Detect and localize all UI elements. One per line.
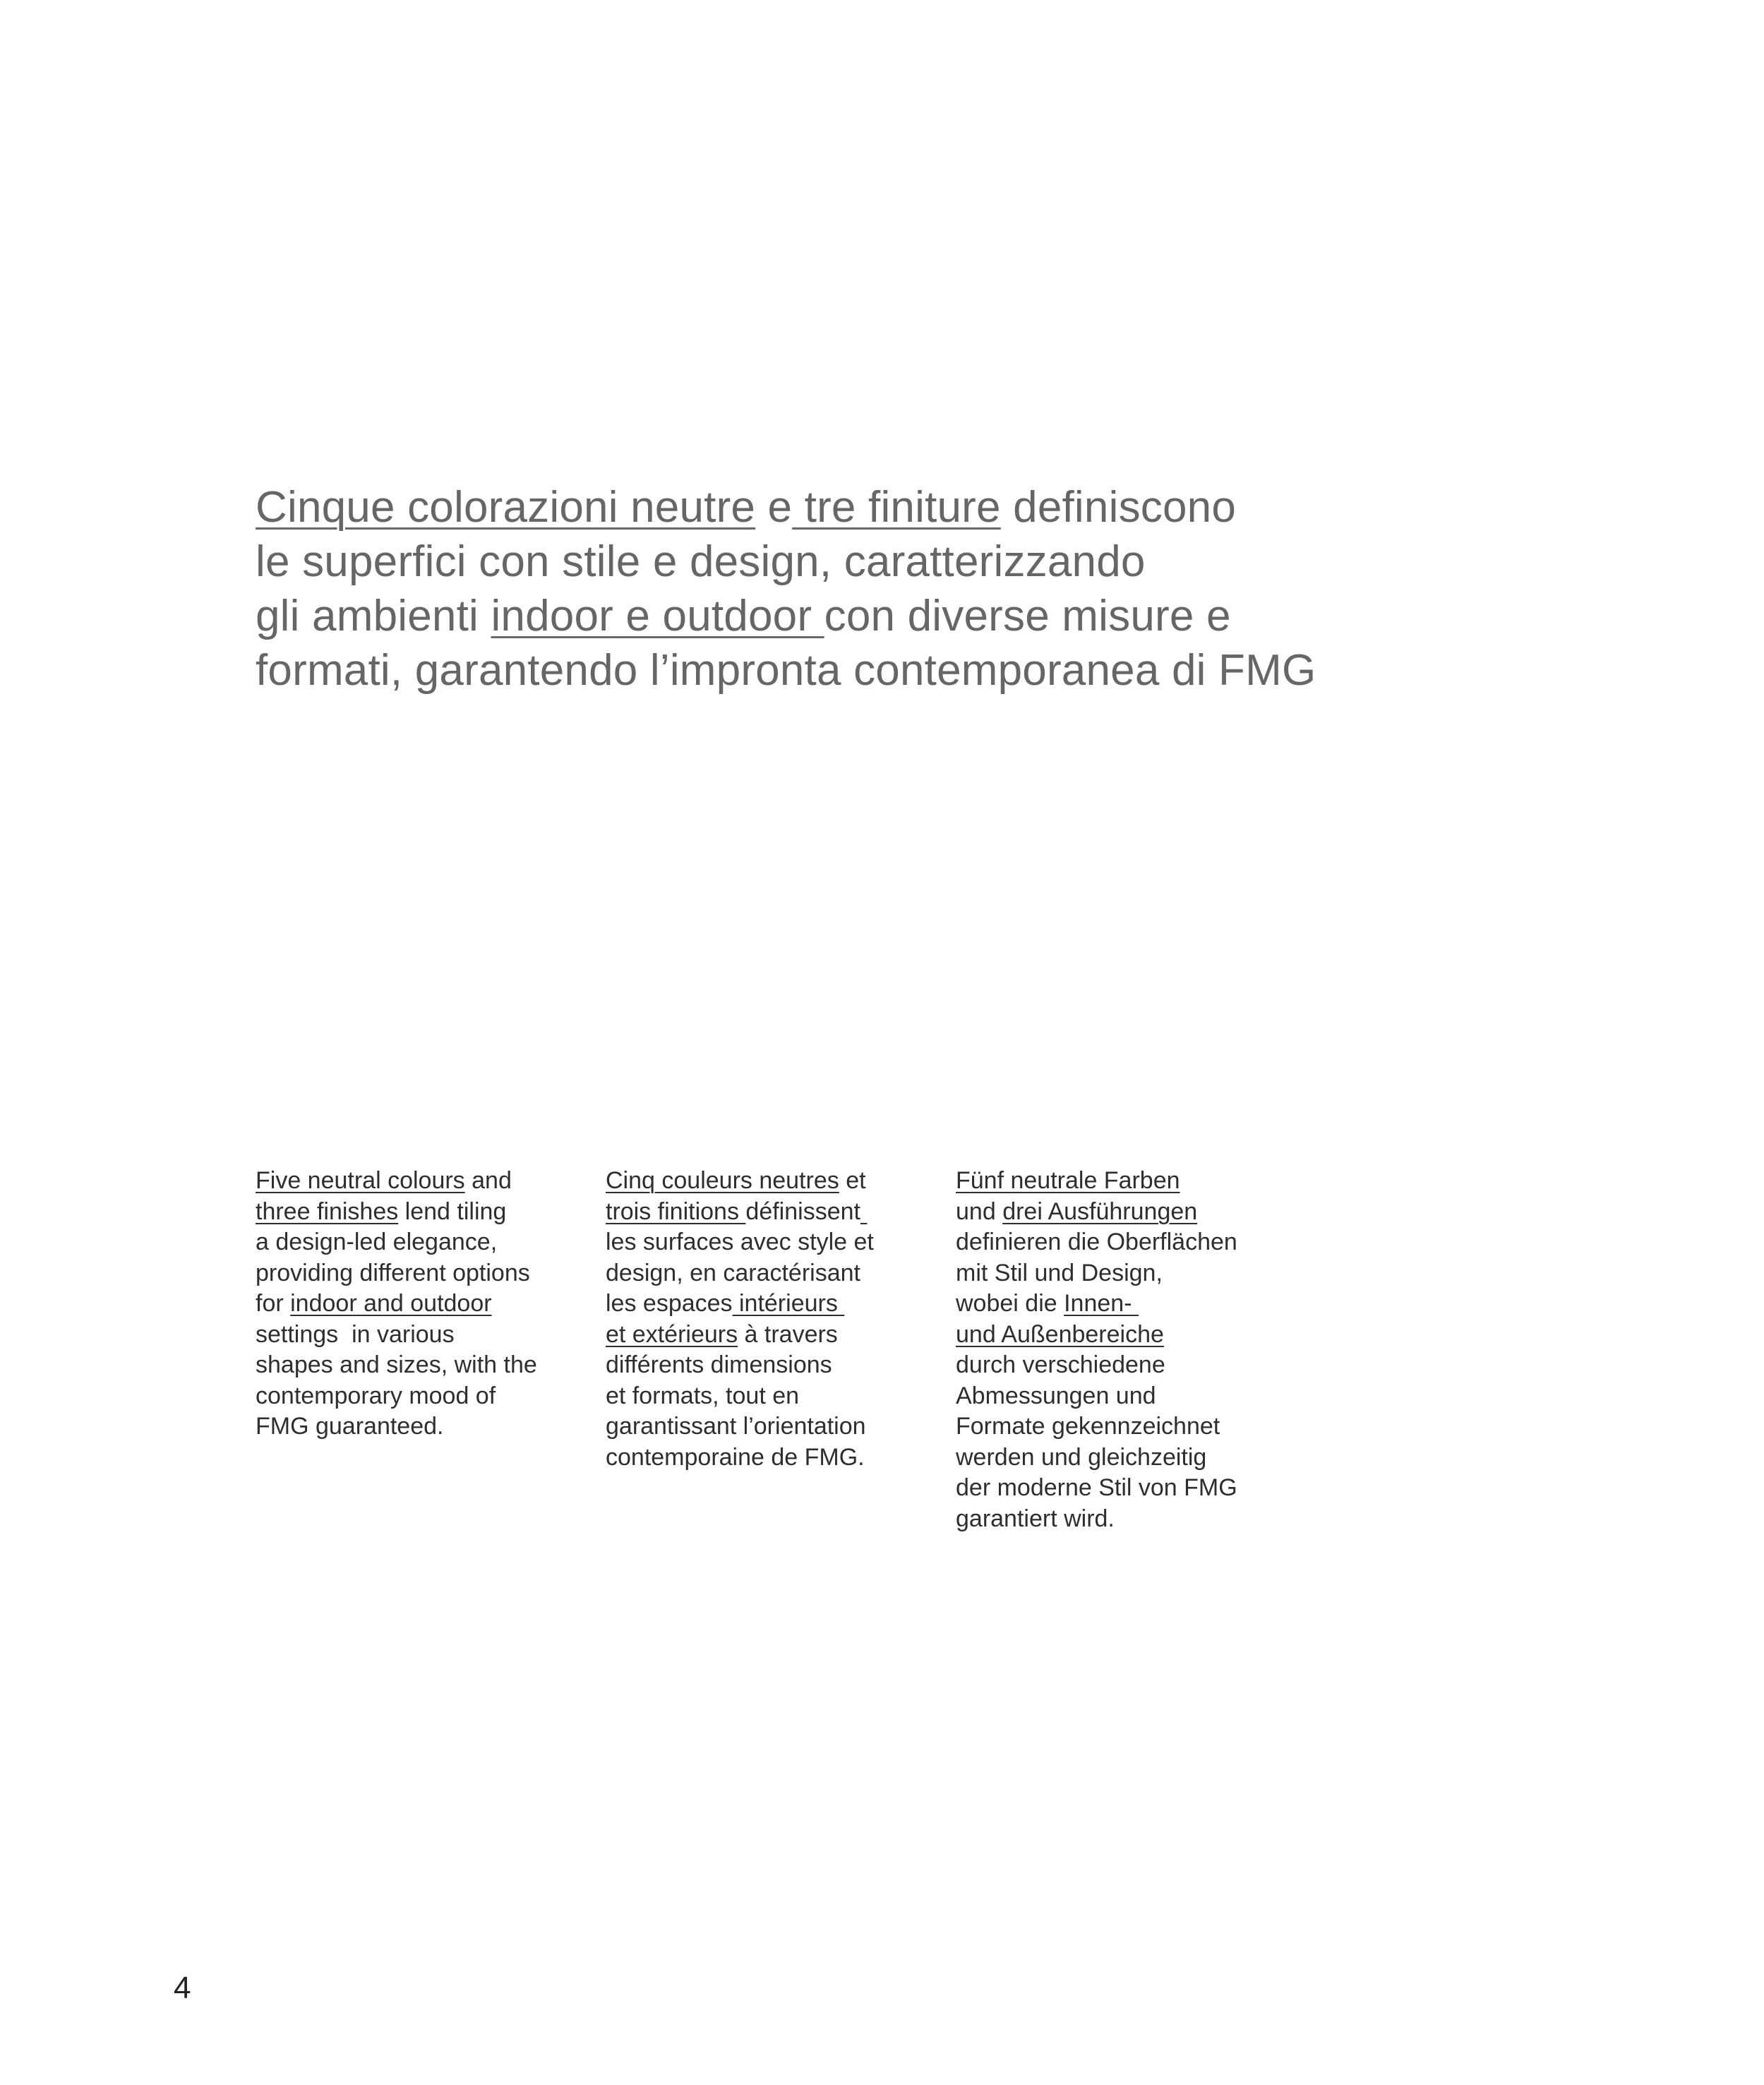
text-line [956,1320,1237,1351]
text-segment: der moderne Stil von FMG [956,1474,1237,1501]
text-line [956,1504,1237,1535]
text-segment: design, en caractérisant [606,1259,860,1286]
text-segment: et [839,1167,866,1194]
text-segment: différents dimensions [606,1351,832,1378]
underlined-phrase: drei Ausführungen [1002,1197,1198,1225]
text-line [956,1227,1237,1258]
text-line [256,1197,537,1228]
text-segment: garantissant l’orientation [606,1413,866,1440]
text-line [256,1320,537,1351]
text-segment: durch verschiedene [956,1351,1165,1378]
underlined-phrase: indoor e outdoor [491,592,824,640]
text-line [956,1442,1237,1474]
text-segment: le superfici con stile e design, caratterizzando [256,537,1146,586]
text-line [606,1411,874,1442]
text-line [606,1197,874,1228]
text-segment: définissent [745,1197,860,1225]
text-segment: garantiert wird. [956,1505,1115,1532]
english-paragraph [256,1166,537,1442]
text-segment: for [256,1290,291,1317]
text-segment: a design-led elegance, [256,1229,498,1255]
text-line [256,480,1456,534]
underlined-phrase: tre finiture [792,483,1001,532]
text-line [956,1473,1237,1504]
text-line [256,1411,537,1442]
text-line [956,1197,1237,1228]
text-line [956,1166,1237,1197]
text-segment: contemporary mood of [256,1382,496,1409]
text-segment: les espaces [606,1290,733,1317]
text-segment: contemporaine de FMG. [606,1443,865,1471]
underlined-phrase: et extérieurs [606,1320,738,1348]
text-segment: and [464,1167,512,1194]
underlined-phrase: Innen- [1064,1290,1139,1317]
text-line [606,1442,874,1474]
text-segment: Abmessungen und [956,1382,1156,1409]
text-segment: et formats, tout en [606,1382,800,1409]
text-line [606,1381,874,1412]
text-line [256,589,1456,643]
text-segment: con diverse misure e [824,592,1231,640]
text-line [256,1289,537,1320]
underlined-phrase [860,1198,867,1225]
text-line [956,1381,1237,1412]
text-segment: wobei die [956,1290,1064,1317]
text-line [956,1258,1237,1289]
underlined-phrase: three finishes [256,1197,399,1225]
underlined-phrase: indoor and outdoor [290,1290,492,1317]
text-line [256,1350,537,1381]
underlined-phrase: Five neutral colours [256,1167,465,1194]
text-segment: les surfaces avec style et [606,1229,874,1255]
french-paragraph [606,1166,874,1473]
page-number: 4 [174,1971,191,2005]
text-segment: werden und gleichzeitig [956,1443,1207,1471]
text-line [256,1381,537,1412]
text-line [606,1350,874,1381]
text-segment: shapes and sizes, with the [256,1351,537,1378]
text-segment: lend tiling [398,1197,507,1225]
underlined-phrase: Fünf neutrale Farben [956,1167,1180,1194]
text-segment: und [956,1197,1003,1225]
text-segment: settings in various [256,1320,455,1348]
text-line [606,1258,874,1289]
text-line [606,1320,874,1351]
text-segment: mit Stil und Design, [956,1259,1163,1286]
text-segment: providing different options [256,1259,530,1286]
text-line [256,1258,537,1289]
text-segment: definieren die Oberflächen [956,1229,1237,1255]
underlined-phrase: Cinq couleurs neutres [606,1167,839,1194]
text-segment: à travers [738,1320,838,1348]
underlined-phrase: trois finitions [606,1197,746,1225]
text-segment: e [755,483,793,532]
german-paragraph [956,1166,1237,1534]
underlined-phrase: Cinque colorazioni neutre [256,483,756,532]
underlined-phrase: und Außenbereiche [956,1320,1164,1348]
intro-paragraph-italian [256,480,1456,698]
text-segment: gli ambienti [256,592,491,640]
text-line [956,1289,1237,1320]
underlined-phrase: intérieurs [732,1290,845,1317]
text-line [256,1227,537,1258]
text-segment: Formate gekennzeichnet [956,1413,1220,1440]
text-segment: formati, garantendo l’impronta contemporanea di FMG [256,646,1316,695]
text-line [256,1166,537,1197]
text-line [956,1350,1237,1381]
text-line [256,534,1456,589]
text-line [956,1411,1237,1442]
text-line [606,1227,874,1258]
text-line [606,1289,874,1320]
text-line [606,1166,874,1197]
text-segment: definiscono [1000,483,1237,532]
text-line [256,643,1456,698]
text-segment: FMG guaranteed. [256,1413,444,1440]
